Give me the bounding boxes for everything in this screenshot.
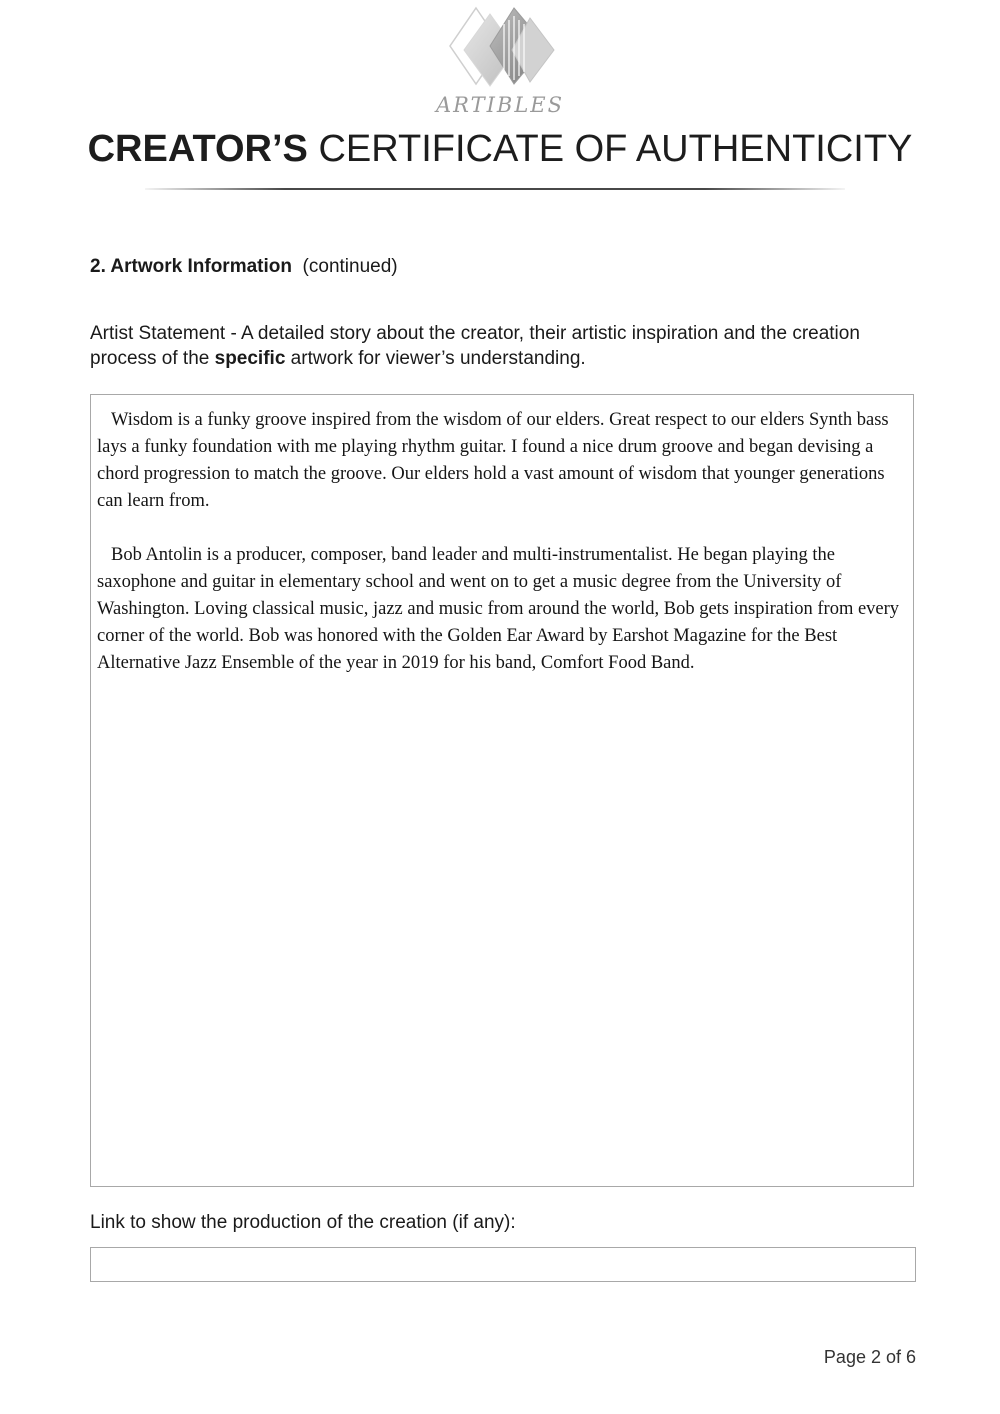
instruction-text-start: Artist Statement - A detailed story about the creator, their artistic inspiration and the creation process of the [90,323,860,369]
title-divider [145,188,845,190]
artist-statement-field[interactable] [90,394,914,1187]
logo-wordmark: ARTIBLES [435,93,564,117]
instruction-text-emphasis: specific [214,348,286,369]
statement-paragraph-2: Bob Antolin is a producer, composer, band leader and multi-instrumentalist. He began playing the saxophone and guitar in elementary school and went on to get a music degree from the University of Washington. Loving classical music, jazz and music from around the world, Bob gets inspiration from every corner of the world. Bob was honored with the Golden Ear Award by Earshot Magazine for the Best Alternative Jazz Ensemble of the year in 2019 for his band, Comfort Food Band. [97,545,900,673]
statement-paragraph-1: Wisdom is a funky groove inspired from the wisdom of our elders. Great respect to our elders Synth bass lays a funky foundation with me playing rhythm guitar. I found a nice drum groove and began devising a chord progression to match the groove. Our elders hold a vast amount of wisdom that younger generations can learn from. [97,410,889,511]
section-heading-bold: 2. Artwork Information [90,256,292,277]
title-bold-part: CREATOR’S [87,128,308,170]
title-rest-part: CERTIFICATE OF AUTHENTICITY [318,128,913,170]
production-link-input[interactable] [90,1247,916,1282]
section-heading-continued: (continued) [302,256,398,277]
instruction-text-end: artwork for viewer’s understanding. [285,348,586,369]
production-link-label: Link to show the production of the creation (if any): [90,1212,516,1233]
artist-statement-instruction [90,321,920,371]
section-heading [90,256,398,278]
page-number: Page 2 of 6 [823,1347,916,1367]
certificate-title [0,128,1000,171]
